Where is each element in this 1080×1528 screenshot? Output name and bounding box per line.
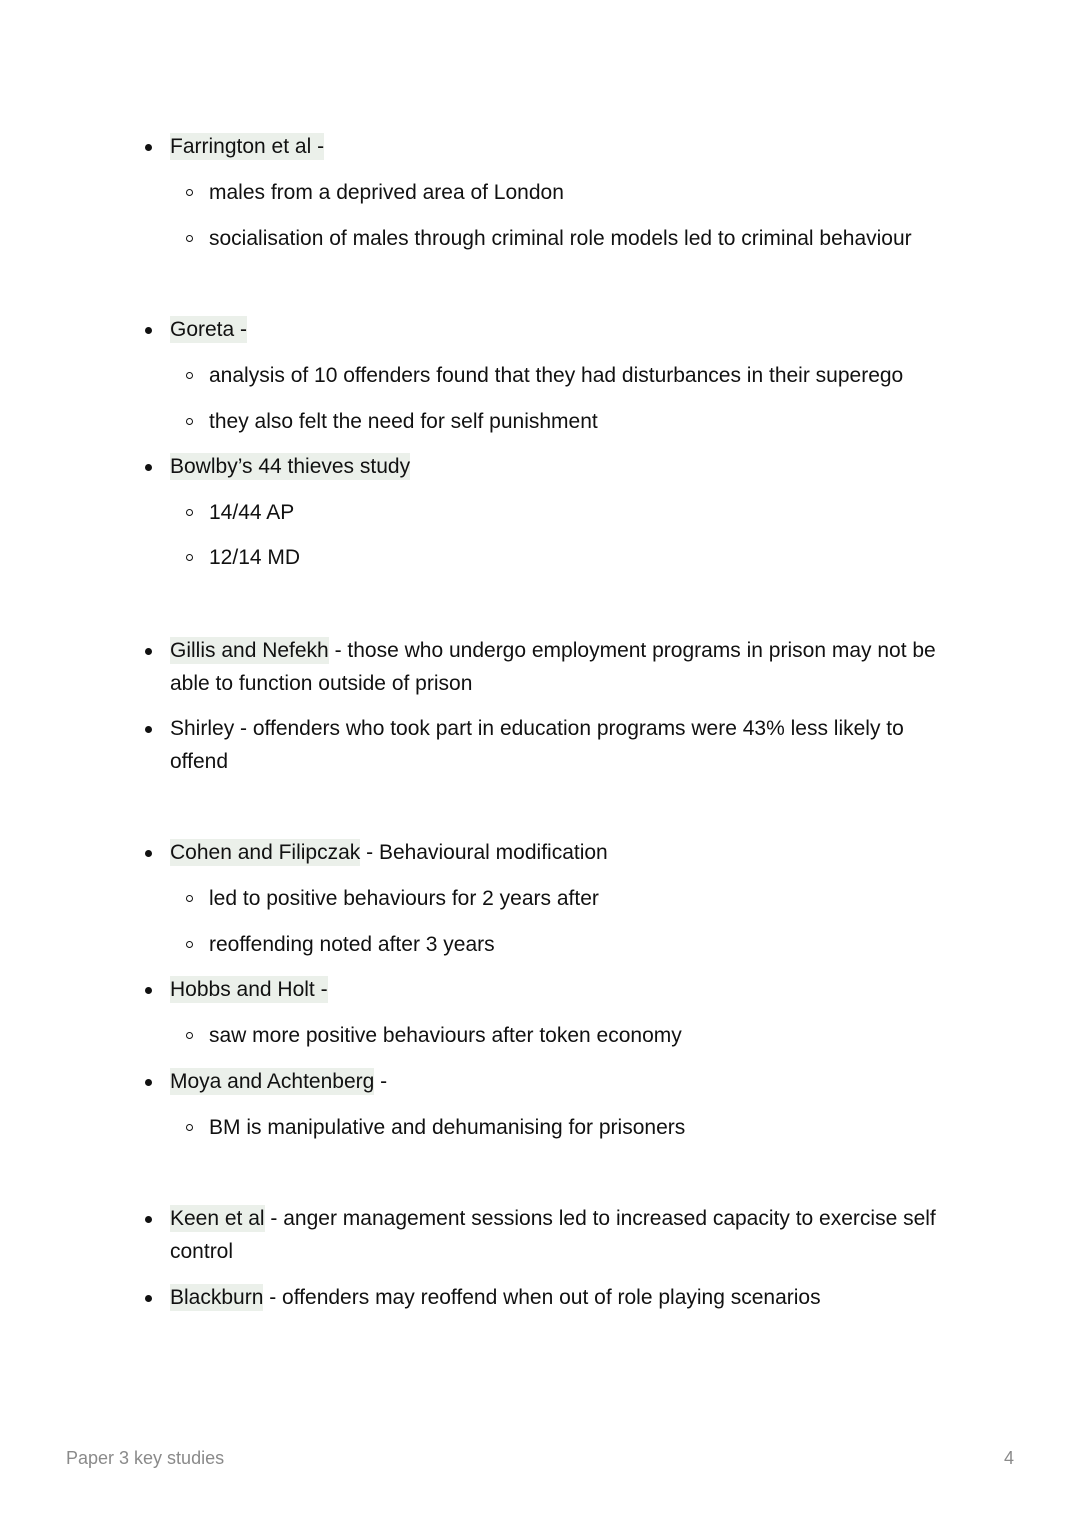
hollow-bullet-icon: [186, 895, 193, 902]
study-name: Goreta -: [170, 318, 248, 341]
study-name: Blackburn: [170, 1286, 264, 1309]
hollow-bullet-icon: [186, 554, 193, 561]
bullet-icon: [145, 144, 152, 151]
study-point: socialisation of males through criminal role models led to criminal behaviour: [209, 222, 949, 255]
study-point: 12/14 MD: [209, 541, 949, 574]
study-point: reoffending noted after 3 years: [209, 928, 949, 961]
study-point: led to positive behaviours for 2 years after: [209, 882, 949, 915]
bullet-icon: [145, 1295, 152, 1302]
study-hobbs-holt: [170, 973, 945, 1006]
page-number: 4: [1004, 1448, 1015, 1468]
study-gillis-nefekh: Gillis and Nefekh - those who undergo employment programs in prison may not be able to function outside of prison: [170, 634, 945, 700]
study-point: saw more positive behaviours after token economy: [209, 1019, 949, 1052]
study-name: Hobbs and Holt -: [170, 978, 328, 1001]
study-name: Gillis and Nefekh: [170, 639, 329, 662]
hollow-bullet-icon: [186, 1124, 193, 1131]
study-shirley: Shirley - offenders who took part in education programs were 43% less likely to offend: [170, 712, 945, 778]
bullet-icon: [145, 850, 152, 857]
bullet-icon: [145, 648, 152, 655]
study-point: BM is manipulative and dehumanising for prisoners: [209, 1111, 949, 1144]
hollow-bullet-icon: [186, 941, 193, 948]
bullet-icon: [145, 1079, 152, 1086]
study-keen: Keen et al - anger management sessions led to increased capacity to exercise self control: [170, 1202, 945, 1268]
hollow-bullet-icon: [186, 1032, 193, 1039]
bullet-icon: [145, 327, 152, 334]
study-name: Moya and Achtenberg: [170, 1070, 375, 1093]
bullet-icon: [145, 726, 152, 733]
study-point: males from a deprived area of London: [209, 176, 949, 209]
study-name: Cohen and Filipczak: [170, 841, 361, 864]
study-point: 14/44 AP: [209, 496, 949, 529]
study-cohen-filipczak: Cohen and Filipczak - Behavioural modification: [170, 836, 945, 869]
study-name: Farrington et al -: [170, 135, 325, 158]
study-point: analysis of 10 offenders found that they had disturbances in their superego: [209, 359, 949, 392]
study-farrington: [170, 130, 945, 163]
bullet-icon: [145, 1216, 152, 1223]
hollow-bullet-icon: [186, 189, 193, 196]
footer-title: Paper 3 key studies: [66, 1448, 225, 1468]
hollow-bullet-icon: [186, 418, 193, 425]
hollow-bullet-icon: [186, 372, 193, 379]
bullet-icon: [145, 987, 152, 994]
study-name: Bowlby’s 44 thieves study: [170, 455, 411, 478]
study-goreta: [170, 313, 945, 346]
study-name: Keen et al: [170, 1207, 265, 1230]
hollow-bullet-icon: [186, 235, 193, 242]
study-point: they also felt the need for self punishment: [209, 405, 949, 438]
study-blackburn: Blackburn - offenders may reoffend when out of role playing scenarios: [170, 1281, 945, 1314]
study-moya-achtenberg: Moya and Achtenberg -: [170, 1065, 945, 1098]
study-bowlby: [170, 450, 945, 483]
bullet-icon: [145, 464, 152, 471]
hollow-bullet-icon: [186, 509, 193, 516]
